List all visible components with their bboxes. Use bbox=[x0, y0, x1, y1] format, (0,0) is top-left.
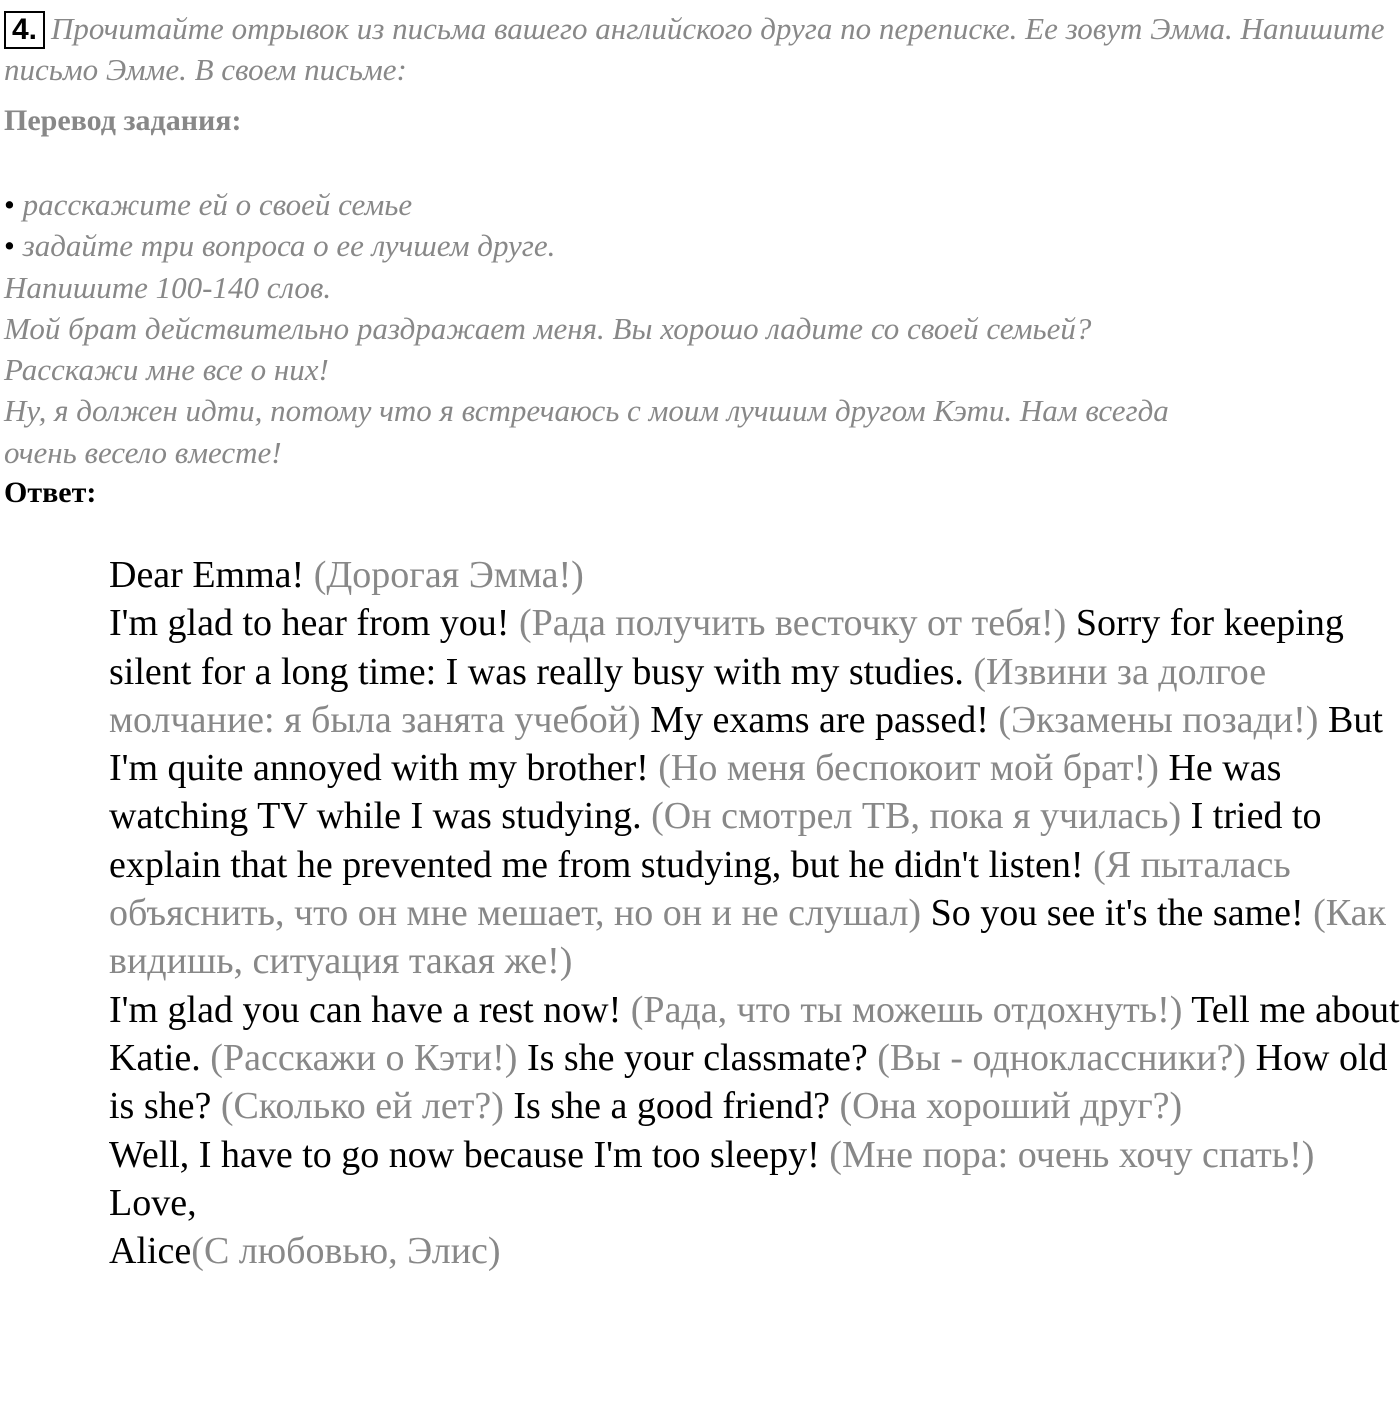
sentence-en: But I'm quite annoyed with my brother! bbox=[109, 698, 1383, 790]
answer-heading: Ответ: bbox=[4, 476, 97, 509]
sentence-ru: (Рада получить весточку от тебя!) bbox=[518, 602, 1067, 645]
sentence-en: He was watching TV while I was studying. bbox=[109, 747, 1282, 838]
sentence-en: I'm glad to hear from you! bbox=[109, 602, 510, 645]
sentence-en: My exams are passed! bbox=[650, 698, 989, 741]
greeting-en: Dear Emma! bbox=[109, 554, 305, 596]
instruction-line: Напишите 100-140 слов. bbox=[4, 269, 332, 305]
sentence-ru: (Но меня беспокоит мой брат!) bbox=[658, 747, 1159, 790]
greeting-ru: (Дорогая Эмма!) bbox=[313, 554, 584, 596]
sentence-en: I tried to explain that he prevented me from studying, but he didn't listen! bbox=[109, 795, 1322, 886]
sentence-ru: (Вы - одноклассники?) bbox=[877, 1036, 1247, 1079]
task-text: Прочитайте отрывок из письма вашего английского друга по переписке. Ее зовут Эмма. Напишите письмо Эмме. В своем письме: bbox=[4, 11, 1385, 87]
instruction-line: Мой брат действительно раздражает меня. Вы хорошо ладите со своей семьей? bbox=[4, 310, 1092, 346]
sentence-en: I'm glad you can have a rest now! bbox=[109, 988, 622, 1031]
task-number: 4. bbox=[4, 11, 45, 49]
instruction-line: очень весело вместе! bbox=[4, 434, 282, 470]
bullet-icon: • bbox=[4, 187, 15, 222]
sentence-ru: (Я пыталась объяснить, что он мне мешает, но он и не слушал) bbox=[109, 843, 1291, 935]
bullet-icon: • bbox=[4, 228, 15, 264]
letter-paragraph-3 bbox=[109, 1131, 1400, 1179]
instruction-line: Ну, я должен идти, потому что я встречаюсь с моим лучшим другом Кэти. Нам всегда bbox=[4, 393, 1169, 429]
sentence-en: Sorry for keeping silent for a long time: I was really busy with my studies. bbox=[109, 602, 1344, 693]
sentence-ru: (Она хороший друг?) bbox=[839, 1085, 1183, 1128]
bullet-item: • расскажите ей о своей семье bbox=[4, 187, 413, 222]
sentence-ru: (Расскажи о Кэти!) bbox=[210, 1036, 518, 1079]
instruction-line: Расскажи мне все о них! bbox=[4, 352, 329, 388]
letter-signature-line bbox=[109, 1227, 1400, 1275]
sentence-en: Is she a good friend? bbox=[513, 1085, 830, 1128]
translation-heading: Перевод задания: bbox=[4, 104, 242, 137]
sentence-en: Well, I have to go now because I'm too sleepy! bbox=[109, 1133, 820, 1176]
signature-ru: (С любовью, Элис) bbox=[191, 1230, 501, 1273]
letter-paragraph-2 bbox=[109, 986, 1400, 1131]
letter-closing: Love, bbox=[109, 1181, 197, 1224]
signature: Alice bbox=[109, 1230, 192, 1273]
sentence-en: Tell me about Katie. bbox=[109, 988, 1400, 1079]
sentence-ru: (Рада, что ты можешь отдохнуть!) bbox=[630, 988, 1183, 1031]
sentence-ru: (Мне пора: очень хочу спать!) bbox=[829, 1133, 1315, 1176]
sentence-ru: (Как видишь, ситуация такая же!) bbox=[109, 892, 1386, 983]
letter bbox=[109, 551, 1400, 1275]
bullet-item: • задайте три вопроса о ее лучшем друге. bbox=[4, 228, 556, 264]
task-translation bbox=[4, 184, 1396, 473]
sentence-ru: (Извини за долгое молчание: я была занята учебой) bbox=[109, 650, 1267, 741]
letter-greeting bbox=[109, 551, 1400, 599]
sentence-ru: (Экзамены позади!) bbox=[998, 698, 1319, 741]
task-statement bbox=[4, 8, 1396, 90]
sentence-ru: (Он смотрел ТВ, пока я училась) bbox=[651, 795, 1182, 838]
letter-paragraph-1 bbox=[109, 599, 1400, 985]
sentence-ru: (Сколько ей лет?) bbox=[220, 1085, 504, 1128]
sentence-en: Is she your classmate? bbox=[526, 1036, 868, 1079]
sentence-en: So you see it's the same! bbox=[930, 892, 1304, 935]
sentence-en: How old is she? bbox=[109, 1036, 1388, 1128]
